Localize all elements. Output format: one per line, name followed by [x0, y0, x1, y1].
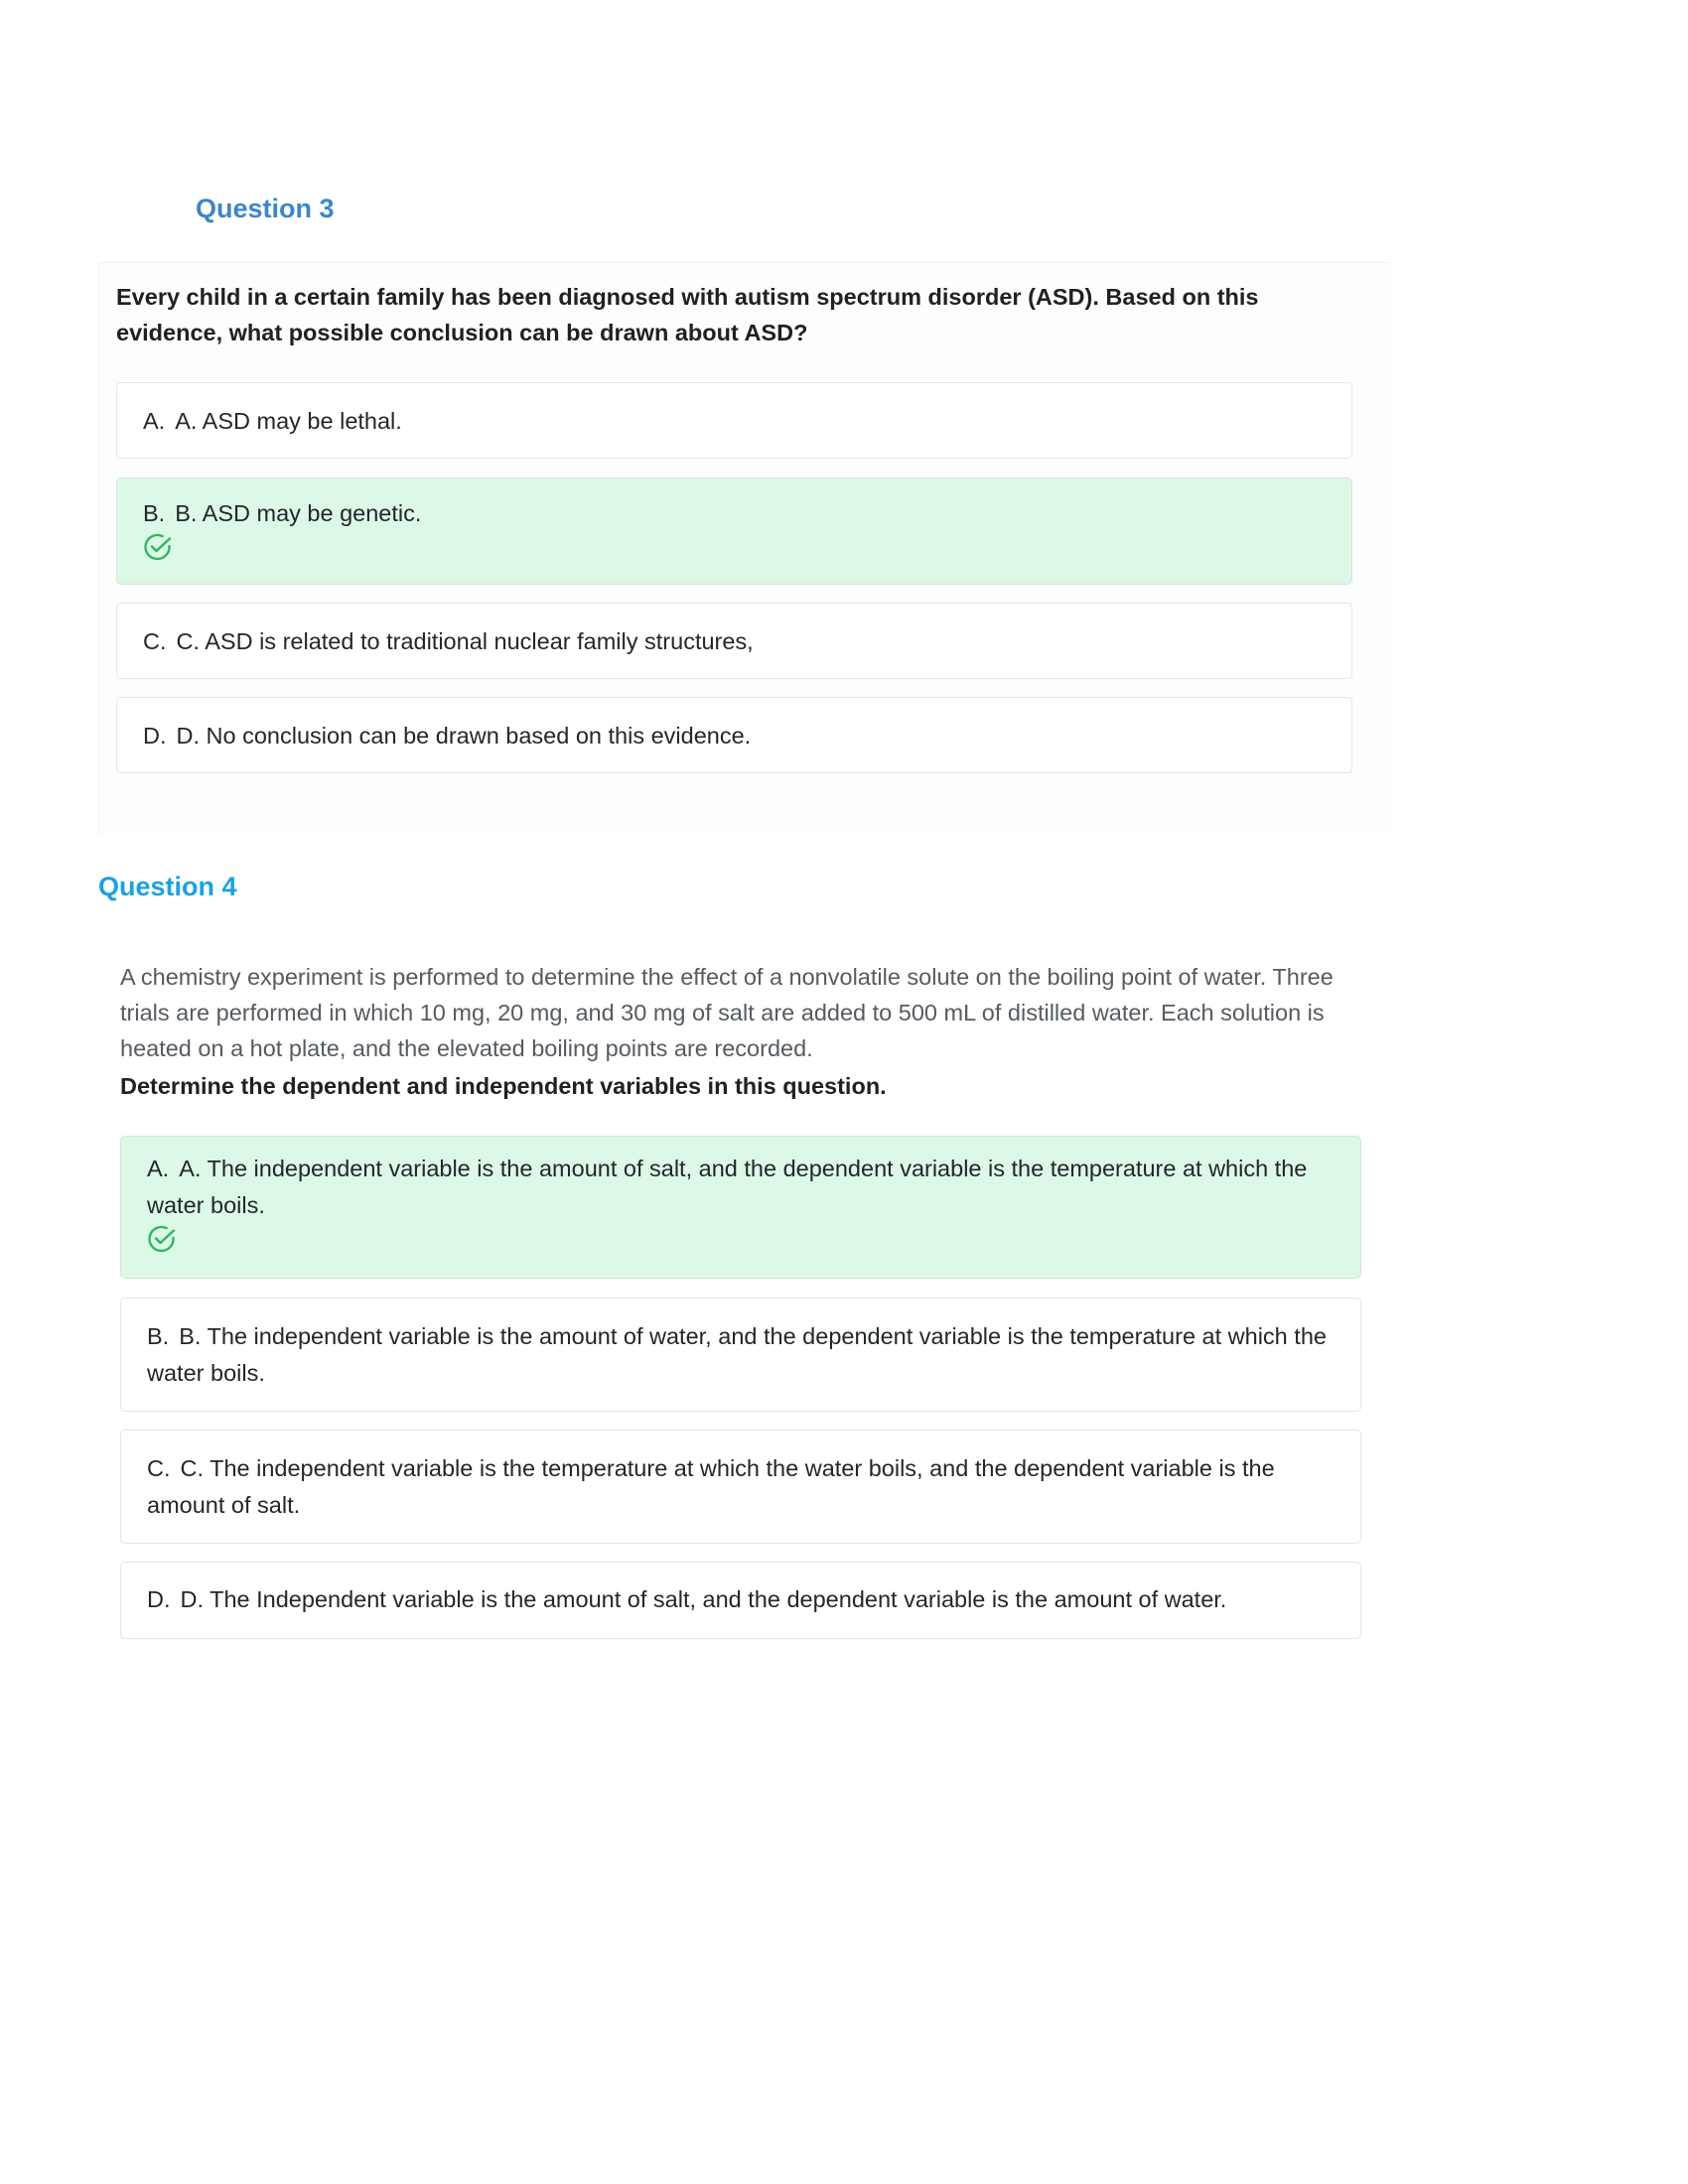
question-4-option-a[interactable]: [120, 1136, 1361, 1279]
option-letter: D.: [143, 723, 167, 749]
question-3-option-a[interactable]: [116, 382, 1352, 459]
question-4-option-b[interactable]: [120, 1297, 1361, 1412]
check-circle-icon: [143, 532, 173, 562]
option-text: A. The independent variable is the amount of salt, and the dependent variable is the temperature at which the water boils.: [147, 1156, 1308, 1218]
question-3-option-d[interactable]: [116, 697, 1352, 773]
option-letter: A.: [143, 408, 166, 434]
option-letter: B.: [143, 500, 166, 526]
option-letter: B.: [147, 1323, 170, 1349]
option-text: B. ASD may be genetic.: [175, 500, 422, 526]
question-3-prompt: Every child in a certain family has been diagnosed with autism spectrum disorder (ASD). Based on this evidence, what possible conclusion can be drawn about ASD?: [116, 284, 1259, 345]
option-letter: A.: [147, 1156, 170, 1181]
option-letter: C.: [147, 1455, 171, 1481]
question-3-option-c[interactable]: [116, 603, 1352, 679]
question-4-prompt: Determine the dependent and independent variables in this question.: [120, 1073, 887, 1099]
option-text: C. The independent variable is the temperature at which the water boils, and the dependent variable is the amount of salt.: [147, 1455, 1275, 1518]
question-3-heading: Question 3: [196, 194, 335, 223]
option-letter: C.: [143, 628, 167, 654]
question-3-option-b[interactable]: [116, 478, 1352, 585]
option-letter: D.: [147, 1586, 171, 1612]
check-circle-icon: [147, 1224, 177, 1254]
question-4-option-d[interactable]: [120, 1562, 1361, 1639]
question-4-context: A chemistry experiment is performed to determine the effect of a nonvolatile solute on the boiling point of water. Three trials are performed in which 10 mg, 20 mg, and 30 mg of salt are added to 500 mL of distilled water. Each solution is heated on a hot plate, and the elevated boiling points are recorded.: [120, 964, 1334, 1061]
option-text: D. The Independent variable is the amount of salt, and the dependent variable is the amount of water.: [180, 1586, 1227, 1612]
question-4-heading: Question 4: [98, 872, 237, 901]
option-text: B. The independent variable is the amount of water, and the dependent variable is the temperature at which the water boils.: [147, 1323, 1327, 1386]
question-4-option-c[interactable]: [120, 1430, 1361, 1544]
option-text: D. No conclusion can be drawn based on this evidence.: [176, 723, 752, 749]
option-text: C. ASD is related to traditional nuclear family structures,: [176, 628, 754, 654]
option-text: A. ASD may be lethal.: [175, 408, 402, 434]
